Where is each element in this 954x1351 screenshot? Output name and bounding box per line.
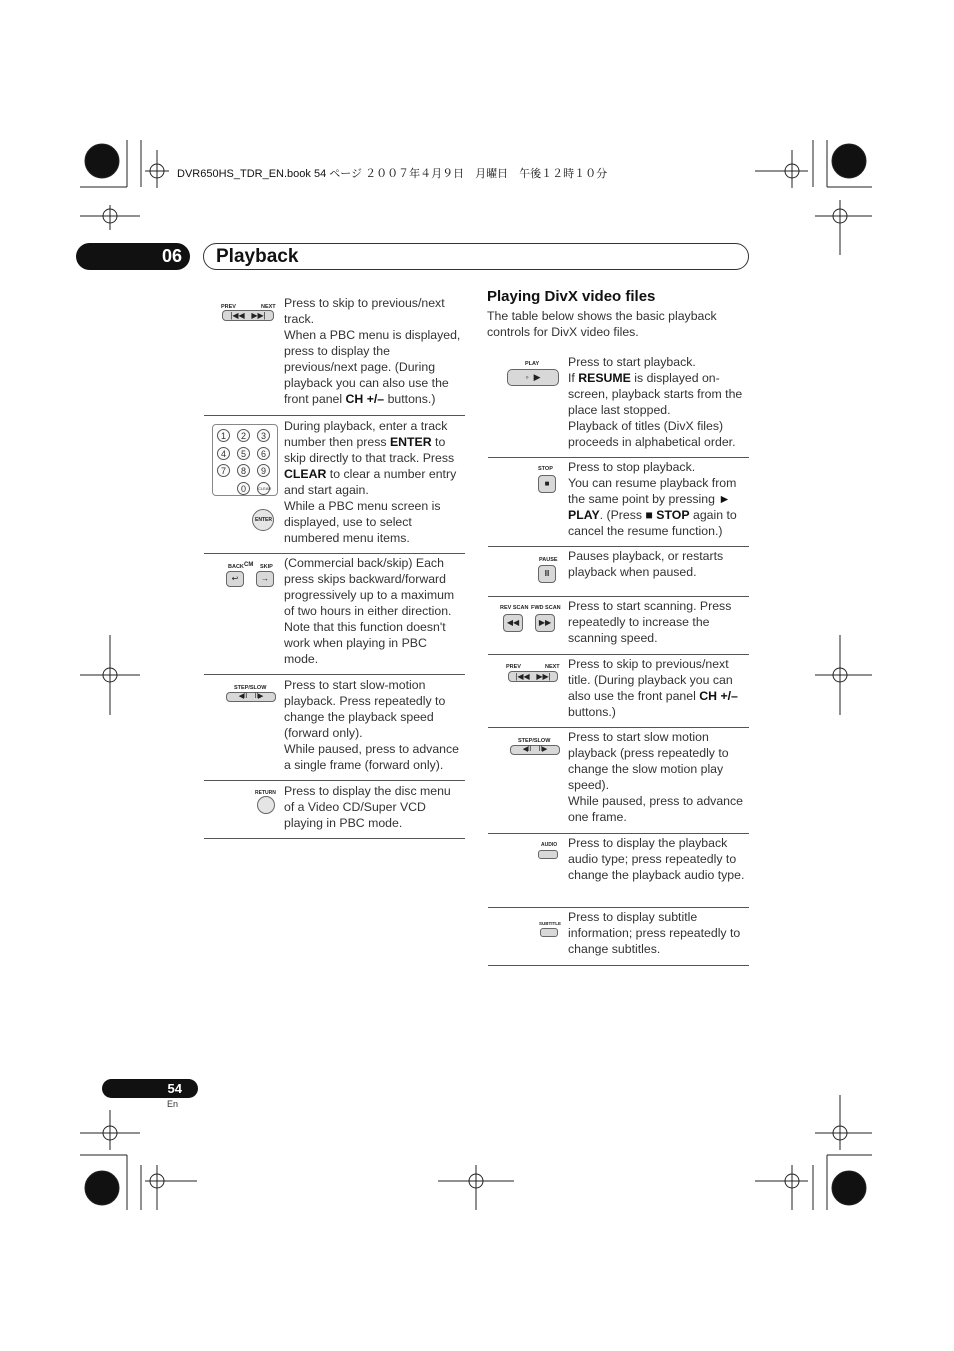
right-row-text: Press to stop playback. You can resume playback from the same point by pressing ► PLAY. (Press ■ STOP again to cancel the resume function.): [568, 460, 737, 538]
right-row-prev-next: [488, 655, 749, 728]
fwd-scan-key: ▶▶: [535, 614, 555, 632]
right-row-text: Press to display subtitle information; press repeatedly to change subtitles.: [568, 910, 741, 956]
key-2: 2: [237, 429, 250, 442]
play-label: PLAY: [525, 361, 540, 367]
right-row-text: Press to start slow motion playback (press repeatedly to change the slow motion play speed). While paused, press to advance one frame.: [568, 730, 743, 824]
right-row-play: [488, 353, 749, 458]
subtitle-button-icon: [488, 908, 564, 965]
key-7: 7: [217, 464, 230, 477]
key-clear: CLEAR: [257, 482, 270, 495]
pause-label: PAUSE: [539, 557, 558, 563]
back-skip-button-icon: [204, 554, 280, 674]
page-number: 54: [102, 1079, 198, 1098]
play-key: ◦ ▶: [507, 369, 559, 386]
prev-next-key: |◀◀ ▶▶|: [508, 671, 558, 682]
play-button-icon: [488, 353, 564, 457]
prev-label: PREV: [506, 664, 521, 670]
key-0: 0: [237, 482, 250, 495]
enter-label: ENTER: [255, 517, 272, 523]
scan-button-icon: [488, 597, 564, 654]
stop-key: ■: [538, 475, 556, 493]
next-label: NEXT: [261, 304, 276, 310]
right-row-text: Pauses playback, or restarts playback when paused.: [568, 549, 724, 579]
audio-button-icon: [488, 834, 564, 907]
page-language: En: [167, 1099, 179, 1109]
section-title: Playing DivX video files: [487, 288, 656, 305]
chapter-number: 06: [76, 243, 190, 270]
section-intro: The table below shows the basic playback controls for DivX video files.: [487, 309, 717, 339]
left-row-prev-next: [204, 295, 465, 416]
stop-button-icon: [488, 458, 564, 546]
back-key: ↩: [226, 571, 244, 587]
step-slow-button-icon: [204, 675, 280, 780]
right-row-audio: [488, 834, 749, 908]
key-9: 9: [257, 464, 270, 477]
key-8: 8: [237, 464, 250, 477]
left-row-text: Press to start slow-motion playback. Press repeatedly to change the playback speed (forward only). While paused, press to advance a single frame (forward only).: [284, 678, 459, 772]
print-header: DVR650HS_TDR_EN.book 54 ページ ２００７年４月９日 月曜日 午後１２時１０分: [177, 168, 608, 180]
prev-next-key: |◀◀ ▶▶|: [222, 310, 274, 321]
step-slow-key: ◀ll ll▶: [510, 745, 560, 755]
right-row-stop: [488, 458, 749, 547]
left-row-back-skip: [204, 554, 465, 675]
audio-key: [538, 850, 558, 859]
next-label: NEXT: [545, 664, 560, 670]
right-row-scan: [488, 597, 749, 655]
stop-label: STOP: [538, 466, 553, 472]
audio-label: AUDIO: [541, 842, 558, 848]
number-keypad-icon: [204, 416, 280, 553]
left-row-keypad: [204, 416, 465, 554]
key-1: 1: [217, 429, 230, 442]
step-slow-key: ◀ll ll▶: [226, 692, 276, 702]
fwd-scan-label: FWD SCAN: [531, 605, 561, 611]
chapter-title: Playback: [203, 243, 749, 270]
return-button-icon: [204, 781, 280, 838]
prev-label: PREV: [221, 304, 236, 310]
rev-scan-label: REV SCAN: [500, 605, 529, 611]
left-row-text: During playback, enter a track number then press ENTER to skip directly to that track. Press CLEAR to clear a number entry and start again. While a PBC menu screen is displayed, use to select numbered menu items.: [284, 419, 457, 545]
pause-key: II: [538, 565, 556, 583]
key-4: 4: [217, 447, 230, 460]
back-label: BACK: [228, 564, 244, 570]
right-row-pause: [488, 547, 749, 597]
step-slow-label: STEP/SLOW: [518, 738, 551, 744]
right-row-text: Press to skip to previous/next title. (During playback you can also use the front panel CH +/– buttons.): [568, 657, 738, 719]
rev-scan-key: ◀◀: [503, 614, 523, 632]
step-slow-label: STEP/SLOW: [234, 685, 267, 691]
right-row-step-slow: [488, 728, 749, 834]
right-row-text: Press to start scanning. Press repeatedly to increase the scanning speed.: [568, 599, 732, 645]
right-row-text: Press to display the playback audio type; press repeatedly to change the playback audio type.: [568, 836, 745, 882]
key-3: 3: [257, 429, 270, 442]
left-row-text: (Commercial back/skip) Each press skips backward/forward progressively up to a maximum of two hours in either direction. Note that this function doesn't work when playing in PBC mode.: [284, 556, 455, 666]
right-row-text: Press to start playback. If RESUME is displayed on-screen, playback starts from the place last stopped. Playback of titles (DivX files) proceeds in alphabetical order.: [568, 355, 743, 449]
subtitle-label: SUBTITLE: [539, 921, 561, 926]
key-5: 5: [237, 447, 250, 460]
key-6: 6: [257, 447, 270, 460]
prev-next-button-icon: [204, 295, 280, 415]
skip-key: →: [256, 571, 274, 587]
left-row-text: Press to skip to previous/next track. When a PBC menu is displayed, press to display the previous/next page. (During playback you can also use the front panel CH +/– buttons.): [284, 296, 461, 406]
pause-button-icon: [488, 547, 564, 596]
right-row-subtitle: [488, 908, 749, 966]
cm-label: CM: [244, 562, 254, 568]
subtitle-key: [540, 928, 558, 937]
left-row-text: Press to display the disc menu of a Video CD/Super VCD playing in PBC mode.: [284, 784, 451, 830]
skip-label: SKIP: [260, 564, 273, 570]
step-slow-button-icon: [488, 728, 564, 833]
return-label: RETURN: [255, 790, 276, 796]
left-row-return: [204, 781, 465, 839]
left-row-step-slow: [204, 675, 465, 781]
prev-next-button-icon: [488, 655, 564, 727]
